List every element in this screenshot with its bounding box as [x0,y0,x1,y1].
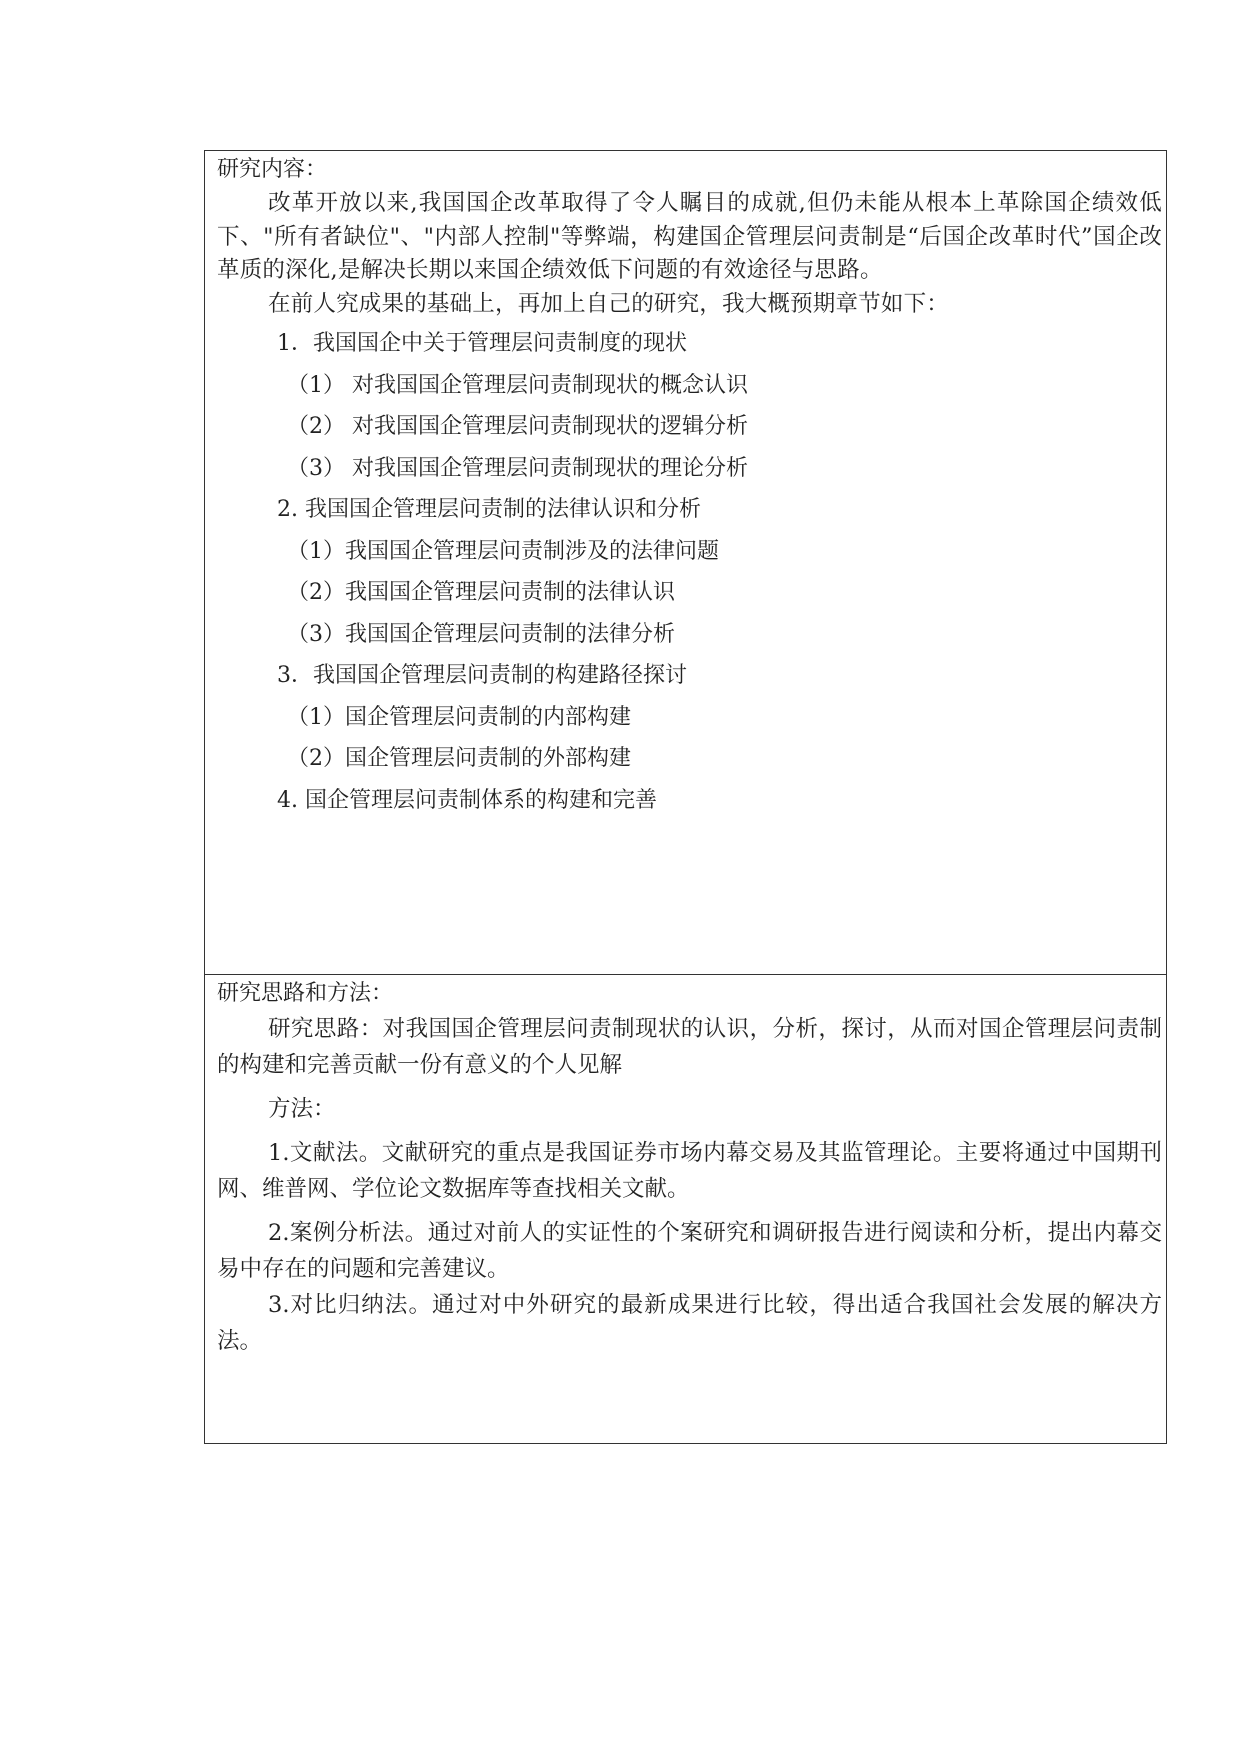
methods-label: 方法： [268,1096,336,1122]
chapter-intro-paragraph: 在前人究成果的基础上，再加上自己的研究，我大概预期章节如下： [268,290,950,317]
outline-item: （1）我国国企管理层问责制涉及的法律问题 [287,538,719,564]
background-paragraph: 改革开放以来,我国国企改革取得了令人瞩目的成就,但仍未能从根本上革除国企绩效低下、"所有者缺位"、"内部人控制"等弊端，构建国企管理层问责制是“后国企改革时代”国企改革质的深化,是解决长期以来国企绩效低下问题的有效途径与思路。 [217,190,1162,283]
outline-item: （1） 对我国国企管理层问责制现状的概念认识 [287,372,748,398]
outline-item: （2）我国国企管理层问责制的法律认识 [287,580,675,605]
outline-item: 3．我国国企管理层问责制的构建路径探讨 [277,663,687,688]
research-method-cell [205,975,1166,1443]
proposal-form-table [204,150,1167,1444]
method-item: 3.对比归纳法。通过对中外研究的最新成果进行比较，得出适合我国社会发展的解决方法。 [217,1292,1162,1354]
outline-item: （3） 对我国国企管理层问责制现状的理论分析 [287,455,748,481]
research-content-cell [205,151,1166,975]
method-item: 1.文献法。文献研究的重点是我国证券市场内幕交易及其监管理论。主要将通过中国期刊网、维普网、学位论文数据库等查找相关文献。 [217,1140,1162,1202]
research-method-label: 研究思路和方法： [217,981,394,1006]
chapter-outline [217,323,1162,821]
outline-item: （3）我国国企管理层问责制的法律分析 [287,621,675,647]
method-item: 2.案例分析法。通过对前人的实证性的个案研究和调研报告进行阅读和分析，提出内幕交易中存在的问题和完善建议。 [217,1220,1162,1282]
outline-item: 2. 我国国企管理层问责制的法律认识和分析 [277,497,701,522]
outline-item: （1）国企管理层问责制的内部构建 [287,704,631,730]
research-approach-paragraph: 研究思路：对我国国企管理层问责制现状的认识，分析，探讨，从而对国企管理层问责制的构建和完善贡献一份有意义的个人见解 [217,1016,1162,1078]
outline-item: （2）国企管理层问责制的外部构建 [287,746,631,771]
outline-item: （2） 对我国国企管理层问责制现状的逻辑分析 [287,414,748,439]
research-content-label: 研究内容： [217,157,328,182]
outline-item: 1．我国国企中关于管理层问责制度的现状 [277,331,687,356]
outline-item: 4. 国企管理层问责制体系的构建和完善 [277,787,657,813]
